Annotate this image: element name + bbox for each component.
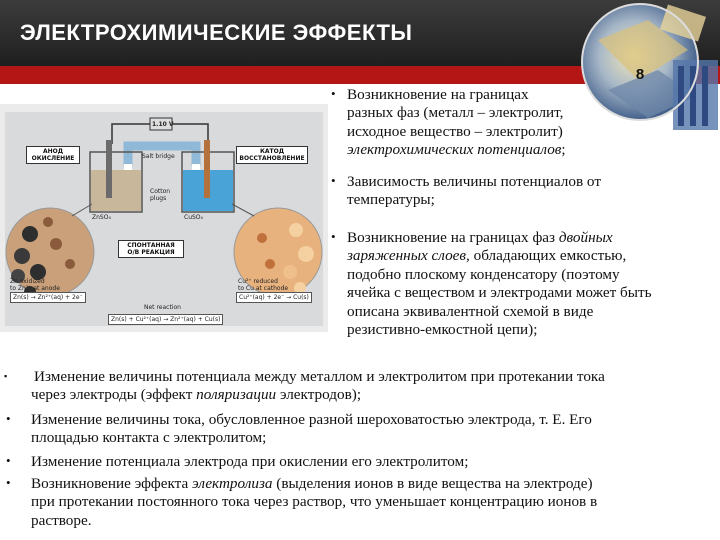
copper-equation: Cu²⁺(aq) + 2e⁻ → Cu(s) xyxy=(236,292,312,303)
bullet-item-electrolysis: Возникновение эффекта электролиза (выделения ионов в виде вещества на электроде) при протекании постоянного тока через раствор, что уменьшает концентрацию ионов в растворе. xyxy=(31,475,598,529)
anode-label: АНОД ОКИСЛЕНИЕ xyxy=(26,146,80,164)
bullet-icon: • xyxy=(331,86,336,101)
bullet-icon: • xyxy=(6,453,11,468)
salt-bridge-label: Salt bridge xyxy=(142,153,175,160)
cotton-plugs-label: Cotton plugs xyxy=(150,188,171,202)
page-number: 8 xyxy=(635,66,645,83)
zn-oxidized-caption: Zn oxidized to Zn²⁺ at anode xyxy=(10,278,60,292)
bullet-icon: • xyxy=(331,229,336,244)
bullet-icon: • xyxy=(6,475,11,490)
znso4-label: ZnSO₄ xyxy=(92,214,111,221)
bullet-item-double-layers: Возникновение на границах фаз двойных заряженных слоев, обладающих емкостью, подобно плоскому конденсатору (поэтому ячейка с веществом и электродами может быть описана эквивалентной схемой в виде резистивно-емкостной цепи); xyxy=(347,229,652,339)
bullet-icon: ▪ xyxy=(4,371,8,381)
cuso4-label: CuSO₄ xyxy=(184,214,203,221)
slide-title: ЭЛЕКТРОХИМИЧЕСКИЕ ЭФФЕКТЫ xyxy=(20,20,413,45)
bullet-item-temperature: Зависимость величины потенциалов от температуры; xyxy=(347,173,601,209)
cu-reduced-caption: Cu²⁺ reduced to Cu at cathode xyxy=(238,278,289,292)
bullet-item-potentials: Возникновение на границах разных фаз (металл – электролит, исходное вещество – электролит) электрохимических потенциалов; xyxy=(347,86,566,159)
bullet-icon: • xyxy=(6,411,11,426)
spontaneous-reaction-box: СПОНТАННАЯ О/В РЕАКЦИЯ xyxy=(118,240,184,258)
bullet-item-polarization-cont: через электроды (эффект поляризации электродов); xyxy=(31,386,362,404)
bullet-item-polarization: Изменение величины потенциала между металлом и электролитом при протекании тока xyxy=(34,368,605,385)
galvanic-cell-figure xyxy=(0,104,328,332)
voltmeter-reading: 1.10 V xyxy=(152,121,174,128)
zinc-equation: Zn(s) → Zn²⁺(aq) + 2e⁻ xyxy=(10,292,86,303)
net-reaction-label: Net reaction xyxy=(144,304,181,311)
cathode-label: КАТОД ВОССТАНОВЛЕНИЕ xyxy=(236,146,308,164)
bullet-icon: • xyxy=(331,173,336,188)
bullet-item-oxidation: Изменение потенциала электрода при окислении его электролитом; xyxy=(31,453,469,470)
net-reaction-equation: Zn(s) + Cu²⁺(aq) → Zn²⁺(aq) + Cu(s) xyxy=(108,314,223,325)
bullet-item-roughness: Изменение величины тока, обусловленное разной шероховатостью электрода, т. Е. Его площадью контакта с электролитом; xyxy=(31,411,592,447)
